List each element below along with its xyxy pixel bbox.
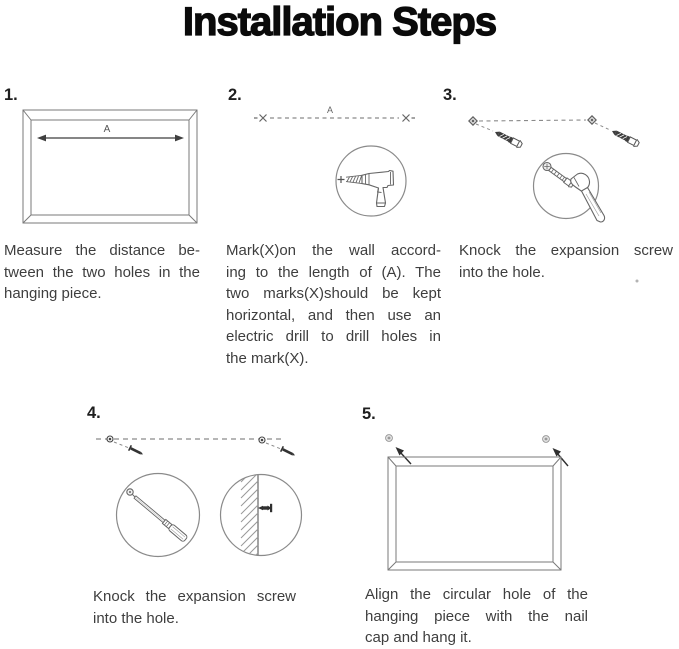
page-title: Installation Steps <box>182 0 497 44</box>
caption-line: hanging piece with the nail <box>365 607 588 625</box>
electric-drill-icon <box>336 146 406 216</box>
hole-marks-and-screws <box>469 116 640 149</box>
nail-icon <box>129 445 145 457</box>
step-3-caption <box>459 240 673 283</box>
distance-label: A <box>103 124 111 135</box>
frame-icon <box>388 457 561 570</box>
step-2-number: 2. <box>228 86 242 104</box>
hole-mark-icon <box>588 116 596 124</box>
caption-line: the mark(X). <box>226 349 309 367</box>
caption-line: Align the circular hole of the <box>365 586 588 603</box>
hammer-icon <box>534 154 605 223</box>
nail-cap-icon <box>386 435 393 442</box>
caption-line: tween the two holes in the <box>4 263 200 281</box>
distance-label: A <box>326 105 334 115</box>
nail-icon <box>281 446 297 458</box>
expansion-screw-icon <box>493 128 523 149</box>
wall-x-marks-icon <box>254 105 415 122</box>
caption-line: electric drill to drill holes in <box>226 328 441 346</box>
nail-cap-icon <box>543 436 550 443</box>
step-5-number: 5. <box>362 405 376 423</box>
wall-section-icon <box>221 465 302 570</box>
hole-marks-and-nails <box>96 436 296 458</box>
step-2-caption <box>226 240 441 370</box>
step-1-number: 1. <box>4 86 18 104</box>
caption-line: two marks(X)should be kept <box>226 285 441 303</box>
step-4-number: 4. <box>87 404 101 422</box>
caption-line: cap and hang it. <box>365 629 472 647</box>
expansion-screw-icon <box>610 127 640 148</box>
screwdriver-icon <box>117 474 200 557</box>
caption-line: Mark(X)on the wall accord- <box>226 242 441 259</box>
caption-line: hanging piece. <box>4 285 102 303</box>
caption-line: into the hole. <box>93 609 179 627</box>
caption-line: Knock the expansion screw <box>93 588 296 605</box>
caption-line: Knock the expansion screw <box>459 242 673 259</box>
measure-arrow-icon <box>37 124 184 141</box>
step-3-number: 3. <box>443 86 457 104</box>
nail-caps-and-arrows <box>386 435 568 466</box>
caption-line: Measure the distance be- <box>4 242 200 259</box>
step-4-caption <box>93 586 296 629</box>
arrow-icon <box>396 447 412 464</box>
hole-mark-icon <box>469 117 477 125</box>
step-1-caption <box>4 240 200 305</box>
caption-line: horizontal, and then use an <box>226 306 441 324</box>
caption-line: into the hole. <box>459 263 545 281</box>
step-5-caption <box>365 584 588 649</box>
caption-line: ing to the length of (A). The <box>226 263 441 281</box>
